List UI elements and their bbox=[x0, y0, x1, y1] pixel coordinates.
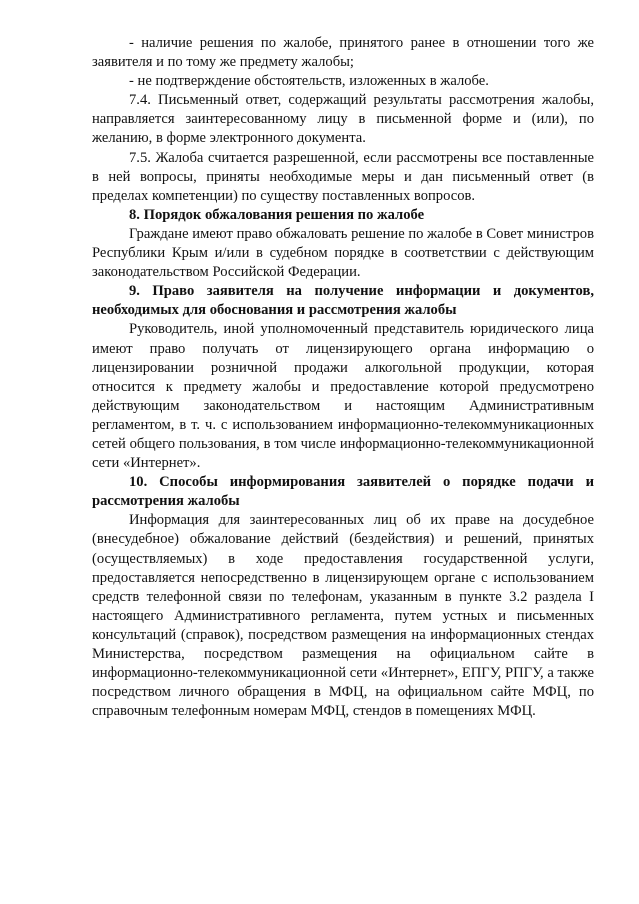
paragraph-7-4: 7.4. Письменный ответ, содержащий результаты рассмотрения жалобы, направляется заинтересованному лицу в письменной форме и (или), по желанию, в форме электронного документа. bbox=[92, 92, 594, 147]
paragraph-section-8: Граждане имеют право обжаловать решение по жалобе в Совет министров Республики Крым и/или в судебном порядке в соответствии с действующим законодательством Российской Федерации. bbox=[92, 225, 594, 281]
paragraph-section-9: Руководитель, иной уполномоченный представитель юридического лица имеют право получать от лицензирующего органа информацию о лицензировании розничной продажи алкогольной продукции, которая относится к предмету жалобы и предоставление которой предусмотрено действующим законодательством и настоящим Административным регламентом, в т. ч. с использованием информационно-телекоммуникационных сетей общего пользования, в том числе информационно-телекоммуникационной сети «Интернет». bbox=[92, 321, 594, 472]
heading-section-8: 8. Порядок обжалования решения по жалобе bbox=[129, 206, 425, 223]
paragraph-7-5: 7.5. Жалоба считается разрешенной, если рассмотрены все поставленные в ней вопросы, приняты необходимые меры и дан письменный ответ (в пределах компетенции) по существу поставленных вопросов. bbox=[92, 149, 594, 204]
heading-section-9: 9. Право заявителя на получение информации и документов, необходимых для обоснования и рассмотрения жалобы bbox=[92, 283, 594, 319]
paragraph-repeat-complaint: - наличие решения по жалобе, принятого ранее в отношении того же заявителя и по тому же предмету жалобы; bbox=[92, 35, 594, 71]
heading-section-10: 10. Способы информирования заявителей о порядке подачи и рассмотрения жалобы bbox=[92, 474, 594, 510]
paragraph-not-confirmed: - не подтверждение обстоятельств, изложенных в жалобе. bbox=[129, 73, 489, 90]
document-page bbox=[92, 34, 594, 721]
paragraph-section-10: Информация для заинтересованных лиц об их праве на досудебное (внесудебное) обжалование действий (бездействия) и решений, принятых (осуществляемых) в ходе предоставления государственной услуги, предоставляется непосредственно в лицензирующем органе с использованием средств телефонной связи по телефонам, указанным в пункте 3.2 раздела I настоящего Административного регламента, путем устных и письменных консультаций (справок), посредством размещения на информационных стендах Министерства, посредством размещения на официальном сайте в информационно-телекоммуникационной сети «Интернет», ЕПГУ, РПГУ, а также посредством личного обращения в МФЦ, на официальном сайте МФЦ, по справочным телефонным номерам МФЦ, стендов в помещениях МФЦ. bbox=[92, 512, 594, 720]
